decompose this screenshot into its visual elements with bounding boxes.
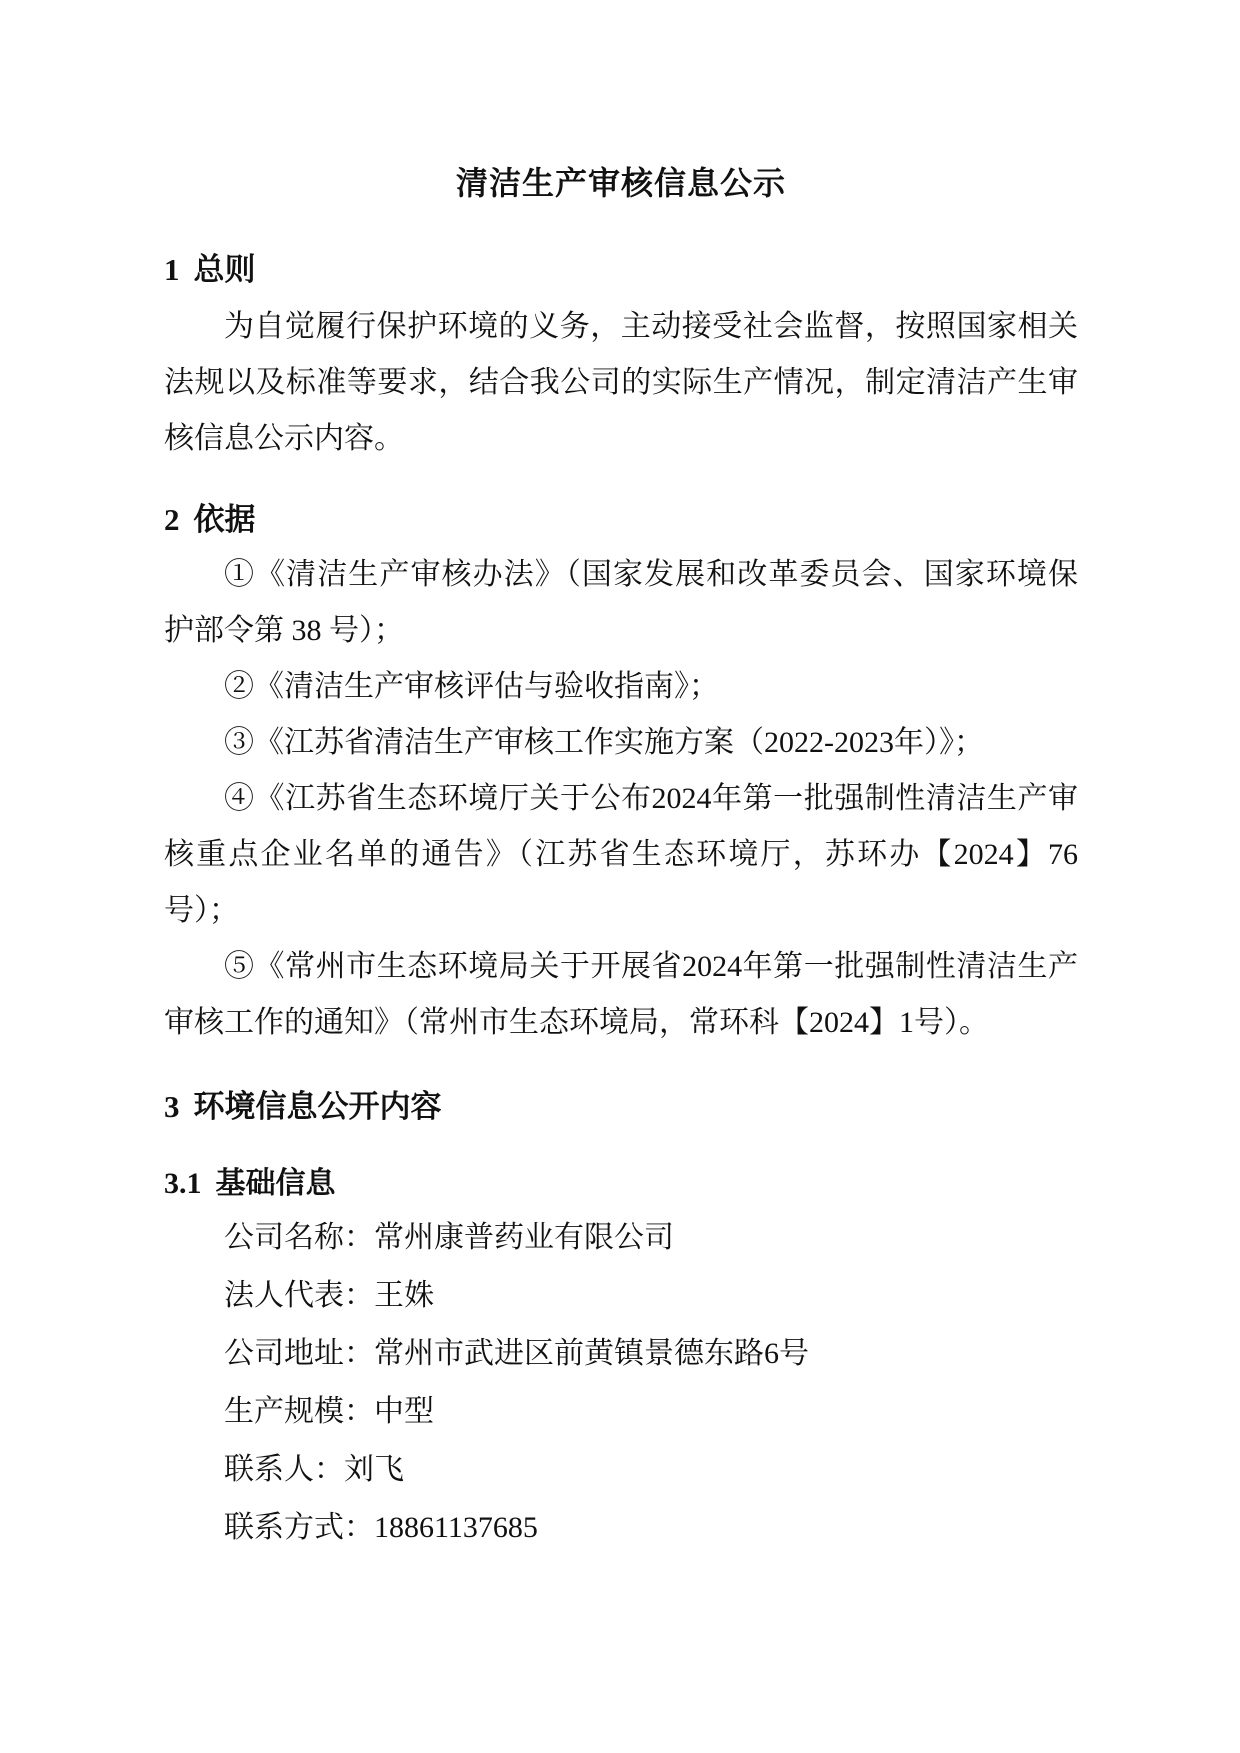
info-separator: ： bbox=[344, 1511, 374, 1544]
basic-info-list bbox=[164, 1209, 1078, 1557]
info-label: 法人代表 bbox=[224, 1279, 344, 1312]
heading-text: 依据 bbox=[193, 502, 256, 537]
heading-text: 基础信息 bbox=[215, 1167, 336, 1200]
info-line-contact-number bbox=[164, 1499, 1078, 1557]
section-heading-general bbox=[164, 253, 1078, 287]
heading-number: 2 bbox=[164, 502, 180, 537]
info-separator: ： bbox=[314, 1453, 344, 1486]
section-heading-disclosure bbox=[164, 1090, 1078, 1124]
info-label: 联系人 bbox=[224, 1453, 314, 1486]
general-paragraph: 为自觉履行保护环境的义务，主动接受社会监督，按照国家相关法规以及标准等要求，结合我公司的实际生产情况，制定清洁产生审核信息公示内容。 bbox=[164, 310, 1078, 455]
info-value: 中型 bbox=[374, 1395, 434, 1428]
info-line-legal-representative bbox=[164, 1267, 1078, 1325]
heading-number: 1 bbox=[164, 252, 180, 287]
info-line-company-address bbox=[164, 1325, 1078, 1383]
info-value: 18861137685 bbox=[374, 1511, 538, 1544]
info-value: 常州市武进区前黄镇景德东路6号 bbox=[374, 1337, 809, 1370]
info-value: 常州康普药业有限公司 bbox=[374, 1221, 674, 1254]
heading-number: 3.1 bbox=[164, 1167, 202, 1200]
basis-item: ⑤《常州市生态环境局关于开展省2024年第一批强制性清洁生产审核工作的通知》（常州市生态环境局，常环科【2024】1号）。 bbox=[164, 950, 1078, 1039]
info-label: 生产规模 bbox=[224, 1395, 344, 1428]
info-line-company-name bbox=[164, 1209, 1078, 1267]
heading-text: 总则 bbox=[193, 252, 256, 287]
info-separator: ： bbox=[344, 1395, 374, 1428]
info-label: 公司地址 bbox=[224, 1337, 344, 1370]
info-value: 刘飞 bbox=[344, 1453, 404, 1486]
info-line-production-scale bbox=[164, 1383, 1078, 1441]
basis-item: ④《江苏省生态环境厅关于公布2024年第一批强制性清洁生产审核重点企业名单的通告》（江苏省生态环境厅，苏环办【2024】76号）； bbox=[164, 782, 1078, 927]
info-separator: ： bbox=[344, 1337, 374, 1370]
heading-number: 3 bbox=[164, 1089, 180, 1124]
info-label: 联系方式 bbox=[224, 1511, 344, 1544]
doc-title: 清洁生产审核信息公示 bbox=[455, 165, 786, 201]
heading-text: 环境信息公开内容 bbox=[193, 1089, 442, 1124]
section-heading-basis bbox=[164, 503, 1078, 537]
info-line-contact-person bbox=[164, 1441, 1078, 1499]
info-label: 公司名称 bbox=[224, 1221, 344, 1254]
info-separator: ： bbox=[344, 1279, 374, 1312]
basis-item: ③《江苏省清洁生产审核工作实施方案（2022-2023年）》； bbox=[224, 726, 984, 759]
basis-item: ①《清洁生产审核办法》（国家发展和改革委员会、国家环境保护部令第 38 号）； bbox=[164, 558, 1078, 647]
basis-item: ②《清洁生产审核评估与验收指南》； bbox=[224, 670, 719, 703]
info-separator: ： bbox=[344, 1221, 374, 1254]
subsection-heading-basic-info bbox=[164, 1167, 1078, 1201]
info-value: 王姝 bbox=[374, 1279, 434, 1312]
